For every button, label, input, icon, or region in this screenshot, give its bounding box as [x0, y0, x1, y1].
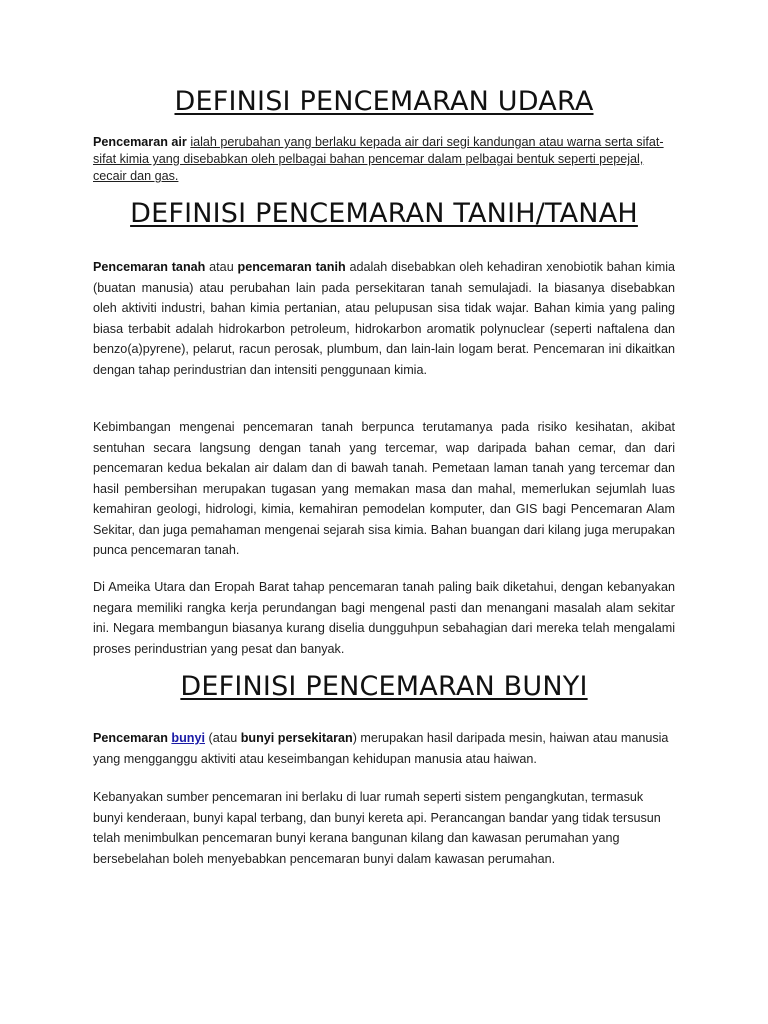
conjunction-atau: atau	[205, 260, 238, 274]
paragraph-tanah-2: Kebimbangan mengenai pencemaran tanah berpunca terutamanya pada risiko kesihatan, akibat sentuhan secara langsung dengan tanah yang tercemar, wap daripada bahan cemar, dan dari pencemaran kedua bekalan air dalam dan di bawah tanah. Pemetaan laman tanah yang tercemar dan hasil pembersihan merupakan tugasan yang memakan masa dan mahal, memerlukan sejumlah luas kemahiran geologi, hidrologi, kimia, kemahiran pemodelan komputer, dan GIS bagi Pencemaran Alam Sekitar, dan juga pemahaman mengenai sejarah sisa kimia. Bahan buangan dari kilang juga merupakan punca pencemaran tanah.	[93, 420, 675, 557]
term-pencemaran-tanah: Pencemaran tanah	[93, 260, 206, 274]
bunyi-open-paren: (atau	[205, 731, 241, 745]
term-pencemaran: Pencemaran	[93, 731, 172, 745]
term-pencemaran-air: Pencemaran air	[93, 135, 187, 149]
heading-pencemaran-tanah: DEFINISI PENCEMARAN TANIH/TANAH	[130, 198, 638, 229]
paragraph-tanah-1	[93, 257, 675, 380]
heading-pencemaran-udara: DEFINISI PENCEMARAN UDARA	[174, 86, 594, 117]
paragraph-tanah-3: Di Ameika Utara dan Eropah Barat tahap pencemaran tanah paling baik diketahui, dengan kebanyakan negara memiliki rangka kerja perundangan bagi mengenal pasti dan menangani masalah alam sekitar ini. Negara membangun biasanya kurang diselia dungguhpun sebahagian dari mereka telah mengalami proses perindustrian yang pesat dan banyak.	[93, 580, 675, 656]
heading-pencemaran-bunyi: DEFINISI PENCEMARAN BUNYI	[180, 671, 588, 702]
udara-definition-text: ialah perubahan yang berlaku kepada air dari segi kandungan atau warna serta sifat-sifat kimia yang disebabkan oleh pelbagai bahan pencemar dalam pelbagai bentuk seperti pepejal, cecair dan gas.	[93, 135, 664, 183]
paragraph-bunyi-2: Kebanyakan sumber pencemaran ini berlaku di luar rumah seperti sistem pengangkutan, termasuk bunyi kenderaan, bunyi kapal terbang, dan bunyi kereta api. Perancangan bandar yang tidak tersusun telah menimbulkan pencemaran bunyi kerana bangunan kilang dan kawasan perumahan yang bersebelahan boleh menyebabkan pencemaran bunyi dalam kawasan perumahan.	[93, 790, 661, 866]
paragraph-udara	[93, 134, 675, 185]
term-bunyi-persekitaran: bunyi persekitaran	[240, 731, 353, 745]
bunyi-definition-text: ) merupakan hasil daripada mesin, haiwan atau manusia yang mengganggu aktiviti atau keseimbangan kehidupan manusia atau haiwan.	[93, 731, 669, 766]
term-pencemaran-tanih: pencemaran tanih	[237, 260, 346, 274]
link-bunyi[interactable]: bunyi	[171, 731, 205, 745]
tanah-definition-text: adalah disebabkan oleh kehadiran xenobiotik bahan kimia (buatan manusia) atau perubahan lain pada persekitaran tanah semulajadi. Ia biasanya disebabkan oleh aktiviti industri, bahan kimia pertanian, atau pelupusan sisa tidak wajar. Bahan kimia yang paling biasa terbabit adalah hidrokarbon petroleum, hidrokarbon aromatik polynuclear (seperti naftalena dan benzo(a)pyrene), pelarut, racun perosak, plumbum, dan lain-lain logam berat. Pencemaran ini dikaitkan dengan tahap perindustrian dan intensiti penggunaan kimia.	[93, 260, 675, 377]
paragraph-bunyi-1	[93, 728, 675, 769]
